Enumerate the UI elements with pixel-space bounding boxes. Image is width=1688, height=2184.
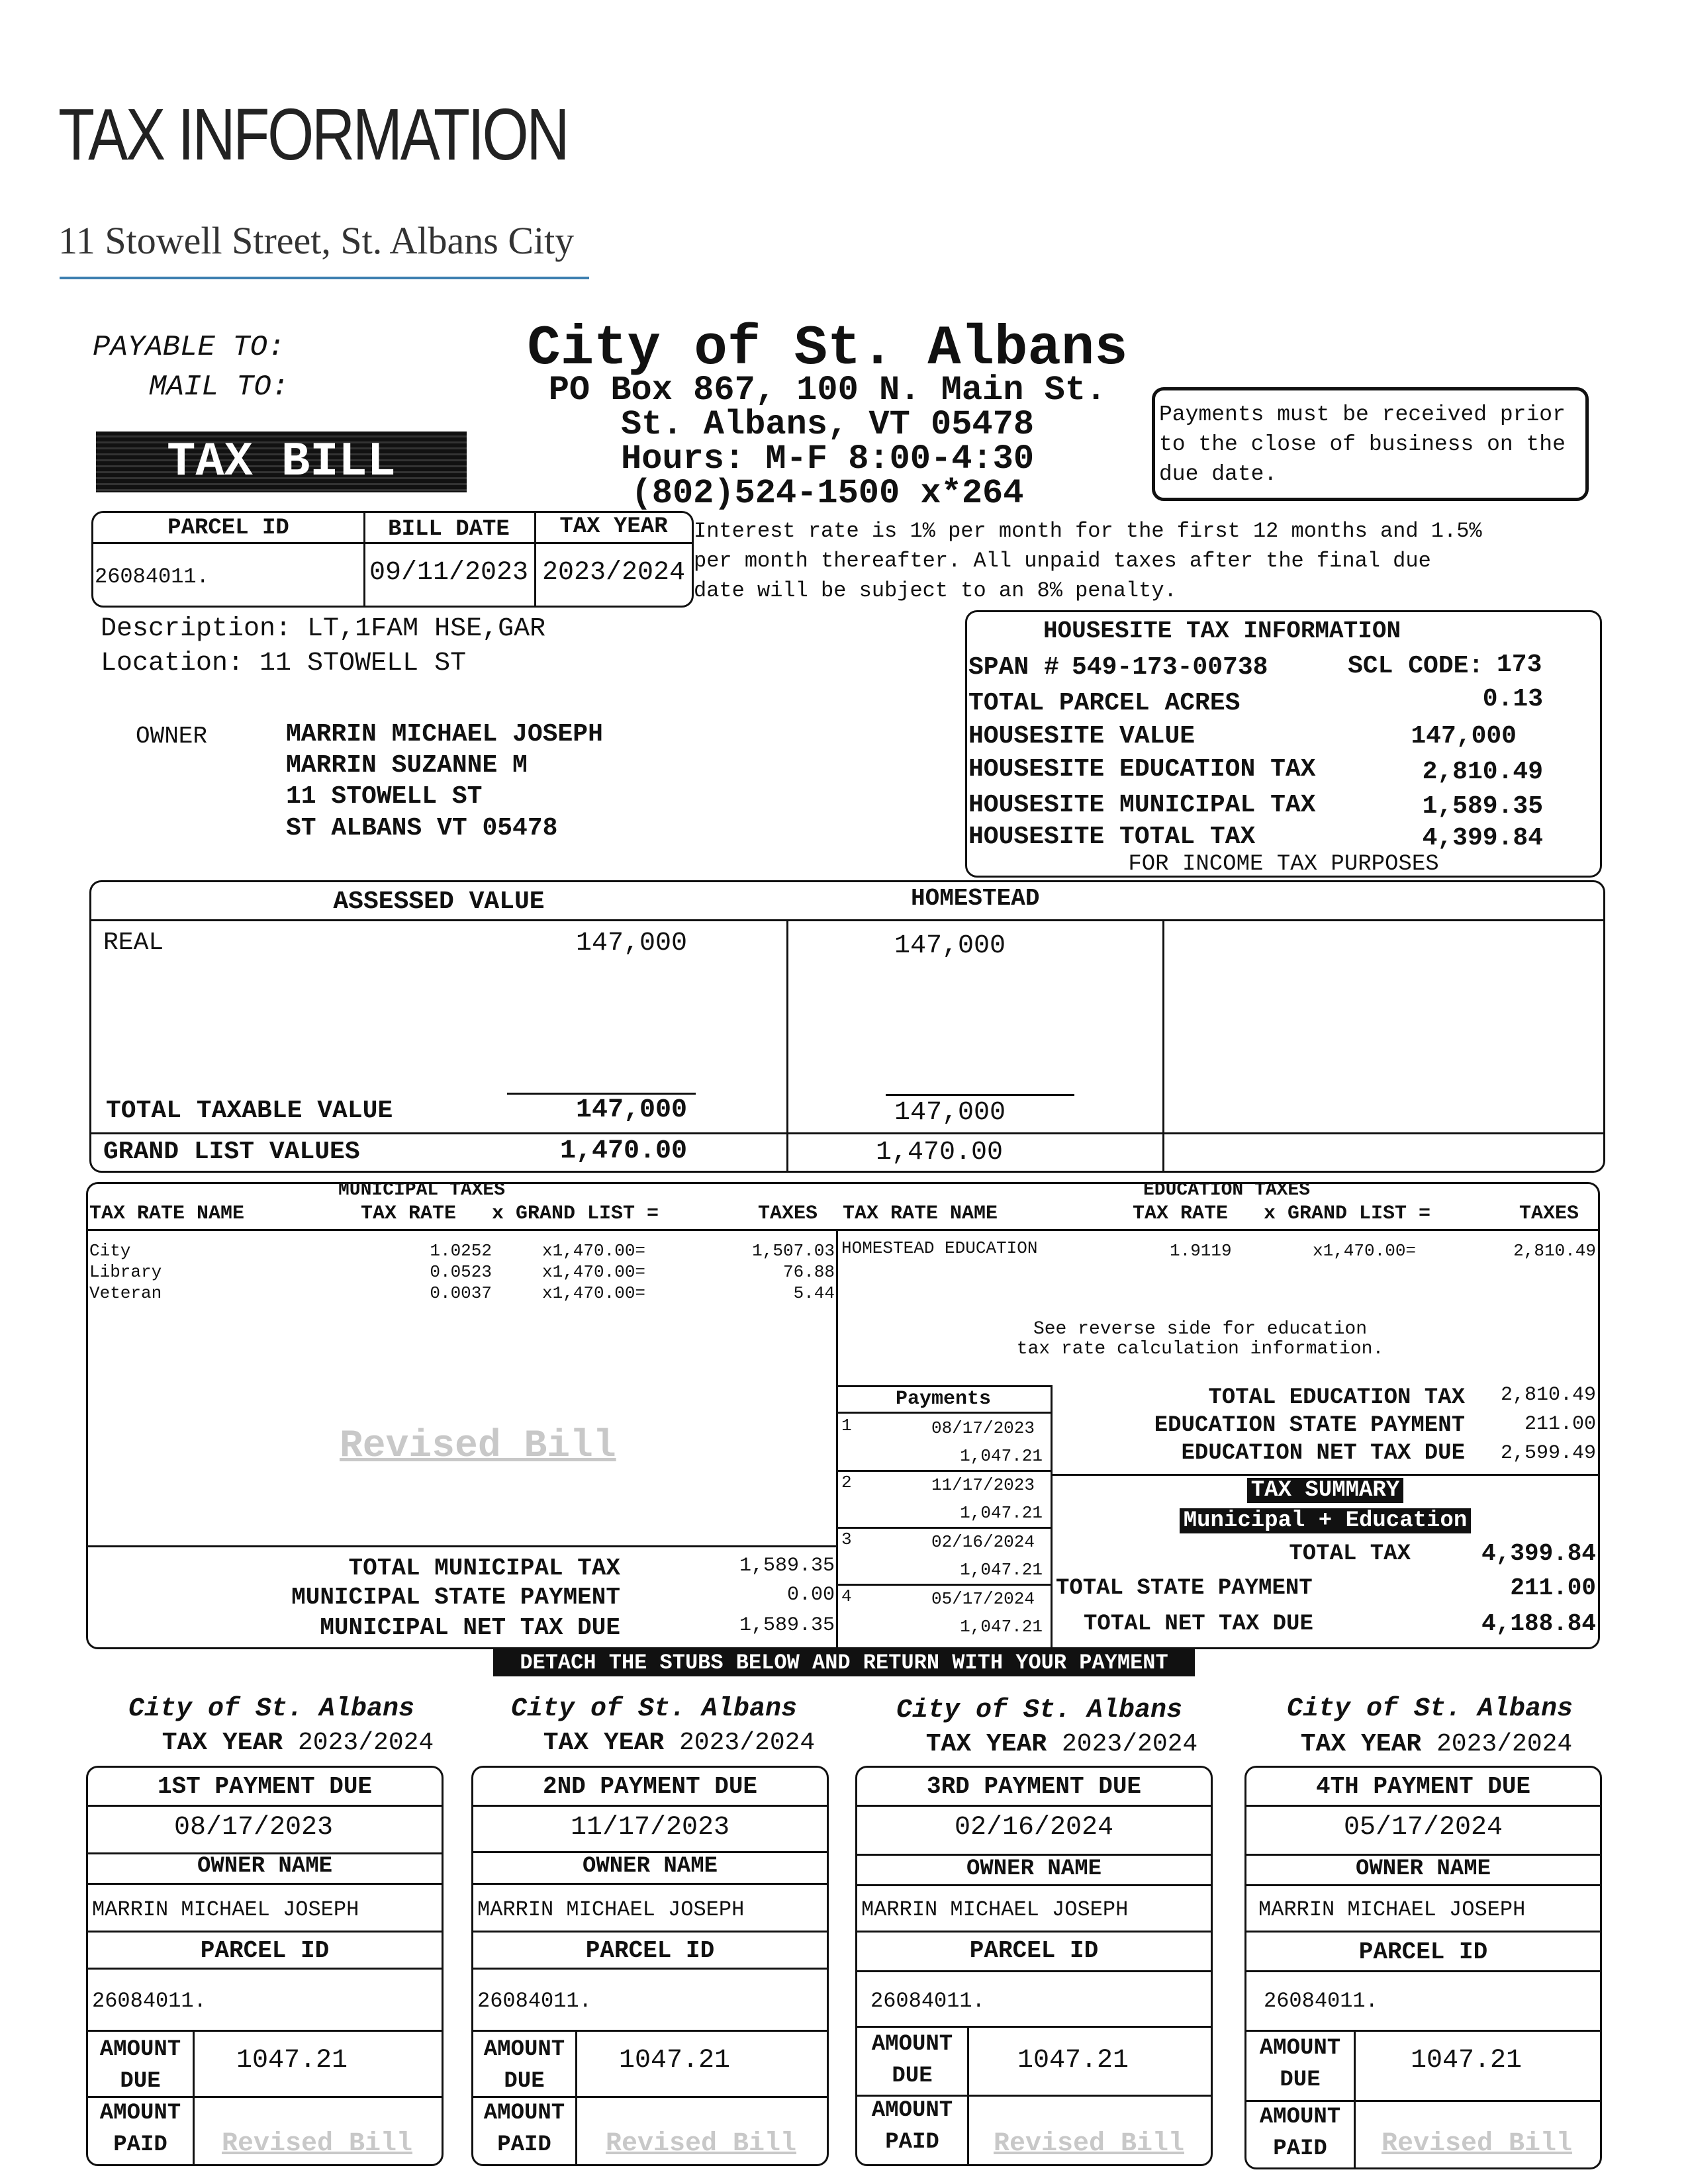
stub-owner-name: MARRIN MICHAEL JOSEPH [477, 1897, 745, 1922]
municipal-tax: 1,507.03 [752, 1241, 835, 1261]
housesite-row-value: 2,810.49 [1422, 758, 1543, 786]
stub-city: City of St. Albans [1286, 1694, 1573, 1724]
stub-tax-year-label: TAX YEAR [1300, 1730, 1422, 1758]
tax-summary-title: TAX SUMMARY [1247, 1478, 1403, 1503]
stub-due-label: 3RD PAYMENT DUE [926, 1773, 1142, 1800]
stub-tax-year-label: TAX YEAR [162, 1729, 283, 1757]
municipal-rate-name: City [89, 1241, 131, 1261]
payment-number: 4 [841, 1586, 852, 1606]
detach-notice: DETACH THE STUBS BELOW AND RETURN WITH YOUR PAYMENT [493, 1649, 1194, 1676]
stub-due-date: 02/16/2024 [954, 1813, 1114, 1843]
stub-amount-due: 1047.21 [1410, 2046, 1523, 2075]
payment-number: 3 [841, 1529, 852, 1549]
stub-amount-due: 1047.21 [1017, 2046, 1129, 2075]
stub-due-label: 4TH PAYMENT DUE [1315, 1773, 1531, 1800]
stub-owner-name: MARRIN MICHAEL JOSEPH [92, 1897, 359, 1922]
total-tax-value: 4,399.84 [1481, 1540, 1596, 1567]
stub-owner-label: OWNER NAME [1355, 1856, 1491, 1882]
payment-amount: 1,047.21 [960, 1503, 1043, 1523]
stub-parcel-label: PARCEL ID [585, 1937, 715, 1964]
total-taxable-value: 147,000 [575, 1095, 687, 1125]
office-phone: (802)524-1500 x*264 [631, 474, 1024, 513]
owner-label: OWNER [136, 723, 208, 750]
municipal-col-grand: x GRAND LIST = [492, 1203, 659, 1225]
municipal-title: MUNICIPAL TAXES [338, 1180, 506, 1201]
education-col-rate: TAX RATE [1133, 1203, 1229, 1225]
stub-parcel-label: PARCEL ID [969, 1937, 1099, 1964]
stub-tax-year-value: 2023/2024 [1062, 1730, 1198, 1758]
taxes-box [86, 1182, 1600, 1649]
municipal-grand-list: x1,470.00= [542, 1262, 646, 1282]
assessed-value-header: ASSESSED VALUE [333, 887, 545, 916]
payee-address-line1: PO Box 867, 100 N. Main St. [548, 371, 1107, 410]
payment-stub-2 [471, 1766, 829, 2166]
municipal-state-value: 0.00 [786, 1584, 835, 1606]
payee-name: City of St. Albans [527, 318, 1128, 381]
payment-stub-3 [855, 1766, 1213, 2166]
stub-city: City of St. Albans [128, 1694, 415, 1724]
stub-tax-year-value: 2023/2024 [298, 1729, 434, 1757]
stub-parcel-id: 26084011. [1264, 1989, 1378, 2013]
payment-date: 11/17/2023 [931, 1475, 1035, 1495]
education-note-line2: tax rate calculation information. [1016, 1339, 1384, 1359]
stub-amount-due: 1047.21 [618, 2046, 731, 2075]
education-col-taxes: TAXES [1519, 1203, 1579, 1225]
real-value: 147,000 [575, 929, 687, 958]
housesite-footer: FOR INCOME TAX PURPOSES [1128, 852, 1439, 877]
payment-amount: 1,047.21 [960, 1617, 1043, 1637]
stub-due-date: 08/17/2023 [173, 1813, 334, 1843]
stub-tax-year [481, 1729, 878, 1757]
municipal-net-value: 1,589.35 [739, 1614, 835, 1637]
stub-owner-label: OWNER NAME [582, 1854, 718, 1879]
property-address: 11 Stowell Street, St. Albans City [58, 219, 575, 262]
stub-due-date: 05/17/2024 [1343, 1813, 1503, 1843]
revised-bill-watermark: Revised Bill [340, 1425, 616, 1468]
housesite-row-label: TOTAL PARCEL ACRES [968, 689, 1241, 717]
municipal-net-label: MUNICIPAL NET TAX DUE [320, 1614, 620, 1641]
municipal-tax: 5.44 [793, 1283, 835, 1303]
education-title: EDUCATION TAXES [1143, 1180, 1311, 1201]
payee-address-line2: St. Albans, VT 05478 [620, 405, 1035, 444]
municipal-rate: 0.0523 [430, 1262, 492, 1282]
stub-tax-year-label: TAX YEAR [925, 1730, 1047, 1758]
stub-amount-due-label: AMOUNT DUE [1259, 2036, 1341, 2093]
payment-amount: 1,047.21 [960, 1446, 1043, 1466]
housesite-title: HOUSESITE TAX INFORMATION [1043, 617, 1401, 645]
education-col-name: TAX RATE NAME [843, 1203, 998, 1225]
total-education-value: 2,810.49 [1500, 1384, 1596, 1406]
stub-amount-paid-field[interactable]: Revised Bill [993, 2129, 1185, 2159]
total-taxable-label: TOTAL TAXABLE VALUE [106, 1097, 393, 1125]
stub-tax-year [863, 1730, 1260, 1758]
payment-notice-box [1152, 387, 1589, 501]
municipal-state-label: MUNICIPAL STATE PAYMENT [291, 1584, 620, 1611]
housesite-row-value: 147,000 [1411, 722, 1517, 751]
payment-number: 1 [841, 1416, 852, 1435]
total-net-tax-value: 4,188.84 [1481, 1610, 1596, 1637]
assessed-value-box [89, 880, 1605, 1173]
stub-amount-paid-field[interactable]: Revised Bill [221, 2129, 413, 2159]
homestead-value: 147,000 [894, 931, 1006, 961]
education-tax: 2,810.49 [1513, 1241, 1596, 1261]
stub-parcel-label: PARCEL ID [200, 1937, 330, 1964]
municipal-grand-list: x1,470.00= [542, 1241, 646, 1261]
stub-city: City of St. Albans [896, 1696, 1183, 1725]
stub-parcel-id: 26084011. [870, 1989, 985, 2013]
stub-tax-year [1238, 1730, 1635, 1758]
tax-summary-subtitle: Municipal + Education [1180, 1508, 1471, 1533]
stub-amount-paid-field[interactable]: Revised Bill [605, 2129, 797, 2159]
education-net-label: EDUCATION NET TAX DUE [1181, 1441, 1465, 1466]
address-underline [60, 277, 589, 279]
homestead-header: HOMESTEAD [911, 885, 1040, 912]
municipal-col-name: TAX RATE NAME [89, 1203, 245, 1225]
municipal-col-rate: TAX RATE [361, 1203, 457, 1225]
education-rate-name: HOMESTEAD EDUCATION [841, 1238, 1038, 1258]
education-col-grand: x GRAND LIST = [1264, 1203, 1431, 1225]
bill-date-header: BILL DATE [388, 517, 510, 542]
stub-amount-due: 1047.21 [236, 2046, 348, 2075]
tax-year-value: 2023/2024 [541, 558, 686, 588]
detach-notice-wrap [0, 1651, 1688, 1675]
payments-title: Payments [895, 1388, 992, 1410]
interest-notice: Interest rate is 1% per month for the first 12 months and 1.5% per month thereafter. All unpaid taxes after the final due date will be subject to an 8% penalty. [694, 519, 1482, 603]
education-state-value: 211.00 [1524, 1413, 1596, 1435]
payment-notice-text: Payments must be received prior to the close of business on the due date. [1159, 402, 1566, 486]
parcel-id-value: 26084011. [95, 565, 209, 589]
stub-parcel-label: PARCEL ID [1358, 1938, 1488, 1966]
housesite-row-value: 4,399.84 [1422, 824, 1543, 852]
education-state-label: EDUCATION STATE PAYMENT [1154, 1413, 1465, 1438]
education-rate: 1.9119 [1170, 1241, 1232, 1261]
municipal-rate-name: Library [89, 1262, 162, 1282]
municipal-rate: 0.0037 [430, 1283, 492, 1303]
stub-amount-due-label: AMOUNT DUE [99, 2037, 181, 2094]
tax-summary-title-wrap [1051, 1478, 1600, 1503]
payment-stub-4 [1244, 1766, 1602, 2169]
office-hours: Hours: M-F 8:00-4:30 [620, 439, 1035, 478]
housesite-row-label: HOUSESITE EDUCATION TAX [968, 755, 1316, 784]
housesite-row-label: HOUSESITE VALUE [968, 722, 1196, 751]
education-grand-list: x1,470.00= [1313, 1241, 1417, 1261]
stub-tax-year-label: TAX YEAR [543, 1729, 665, 1757]
total-net-tax-label: TOTAL NET TAX DUE [1084, 1612, 1313, 1637]
tax-year-header: TAX YEAR [559, 514, 668, 539]
payments-table [836, 1385, 1053, 1647]
stub-owner-label: OWNER NAME [197, 1854, 333, 1879]
payment-date: 08/17/2023 [931, 1418, 1035, 1438]
total-tax-label: TOTAL TAX [1289, 1541, 1411, 1567]
parcel-id-header: PARCEL ID [167, 516, 289, 541]
housesite-row-value: 0.13 [1482, 685, 1543, 713]
span-value: 549-173-00738 [1072, 653, 1268, 682]
housesite-row-value: 1,589.35 [1422, 792, 1543, 821]
homestead-total-value: 147,000 [894, 1098, 1006, 1128]
municipal-grand-list: x1,470.00= [542, 1283, 646, 1303]
stub-amount-paid-field[interactable]: Revised Bill [1381, 2129, 1573, 2159]
owner-line-3: 11 STOWELL ST [286, 782, 483, 811]
mail-to-label: MAIL TO: [149, 371, 289, 404]
property-description: Description: LT,1FAM HSE,GAR [101, 614, 546, 644]
bill-date-value: 09/11/2023 [369, 558, 529, 588]
grand-list-value: 1,470.00 [559, 1136, 687, 1166]
stub-parcel-id: 26084011. [477, 1989, 592, 2013]
owner-line-1: MARRIN MICHAEL JOSEPH [286, 720, 603, 749]
municipal-rate: 1.0252 [430, 1241, 492, 1261]
stub-owner-name: MARRIN MICHAEL JOSEPH [1258, 1897, 1526, 1922]
stub-tax-year [99, 1729, 496, 1757]
homestead-grand-value: 1,470.00 [876, 1138, 1004, 1167]
total-municipal-label: TOTAL MUNICIPAL TAX [348, 1555, 620, 1582]
municipal-col-taxes: TAXES [758, 1203, 818, 1225]
property-location: Location: 11 STOWELL ST [101, 649, 467, 678]
stub-parcel-id: 26084011. [92, 1989, 207, 2013]
stub-owner-label: OWNER NAME [966, 1856, 1102, 1882]
span-label: SPAN # [968, 653, 1059, 682]
education-note-line1: See reverse side for education [1033, 1319, 1368, 1340]
scl-code-value: 173 [1497, 651, 1542, 679]
education-net-value: 2,599.49 [1500, 1442, 1596, 1465]
municipal-rate-name: Veteran [89, 1283, 162, 1303]
stub-amount-paid-label: AMOUNT PAID [1259, 2105, 1341, 2161]
stub-amount-paid-label: AMOUNT PAID [483, 2101, 565, 2158]
tax-bill-badge: TAX BILL [96, 432, 467, 492]
payable-to-label: PAYABLE TO: [93, 331, 285, 364]
bill-info-box [91, 511, 694, 608]
housesite-row-label: HOUSESITE MUNICIPAL TAX [968, 791, 1316, 819]
page-title: TAX INFORMATION [58, 94, 568, 175]
stub-tax-year-value: 2023/2024 [679, 1729, 816, 1757]
stub-due-label: 1ST PAYMENT DUE [157, 1773, 373, 1800]
stub-amount-paid-label: AMOUNT PAID [871, 2098, 953, 2155]
payment-date: 05/17/2024 [931, 1589, 1035, 1609]
stub-owner-name: MARRIN MICHAEL JOSEPH [861, 1897, 1129, 1922]
housesite-row-label: HOUSESITE TOTAL TAX [968, 823, 1256, 851]
stub-city: City of St. Albans [510, 1694, 798, 1724]
stub-due-label: 2ND PAYMENT DUE [542, 1773, 758, 1800]
payment-stub-1 [86, 1766, 444, 2166]
owner-line-4: ST ALBANS VT 05478 [286, 814, 558, 842]
payment-amount: 1,047.21 [960, 1560, 1043, 1580]
stub-amount-paid-label: AMOUNT PAID [99, 2101, 181, 2158]
stub-amount-due-label: AMOUNT DUE [871, 2032, 953, 2089]
total-state-payment-label: TOTAL STATE PAYMENT [1056, 1576, 1313, 1601]
real-label: REAL [103, 929, 164, 957]
total-state-payment-value: 211.00 [1510, 1574, 1596, 1602]
stub-due-date: 11/17/2023 [570, 1813, 730, 1843]
housesite-box [965, 610, 1602, 878]
grand-list-label: GRAND LIST VALUES [103, 1138, 360, 1166]
tax-summary-subtitle-wrap [1051, 1508, 1600, 1533]
stub-amount-due-label: AMOUNT DUE [483, 2037, 565, 2094]
scl-code-label: SCL CODE: [1348, 652, 1484, 680]
owner-line-2: MARRIN SUZANNE M [286, 751, 528, 780]
total-municipal-value: 1,589.35 [739, 1555, 835, 1577]
payment-number: 2 [841, 1473, 852, 1492]
total-education-label: TOTAL EDUCATION TAX [1208, 1385, 1465, 1410]
municipal-tax: 76.88 [782, 1262, 835, 1282]
payment-date: 02/16/2024 [931, 1532, 1035, 1552]
stub-tax-year-value: 2023/2024 [1436, 1730, 1573, 1758]
